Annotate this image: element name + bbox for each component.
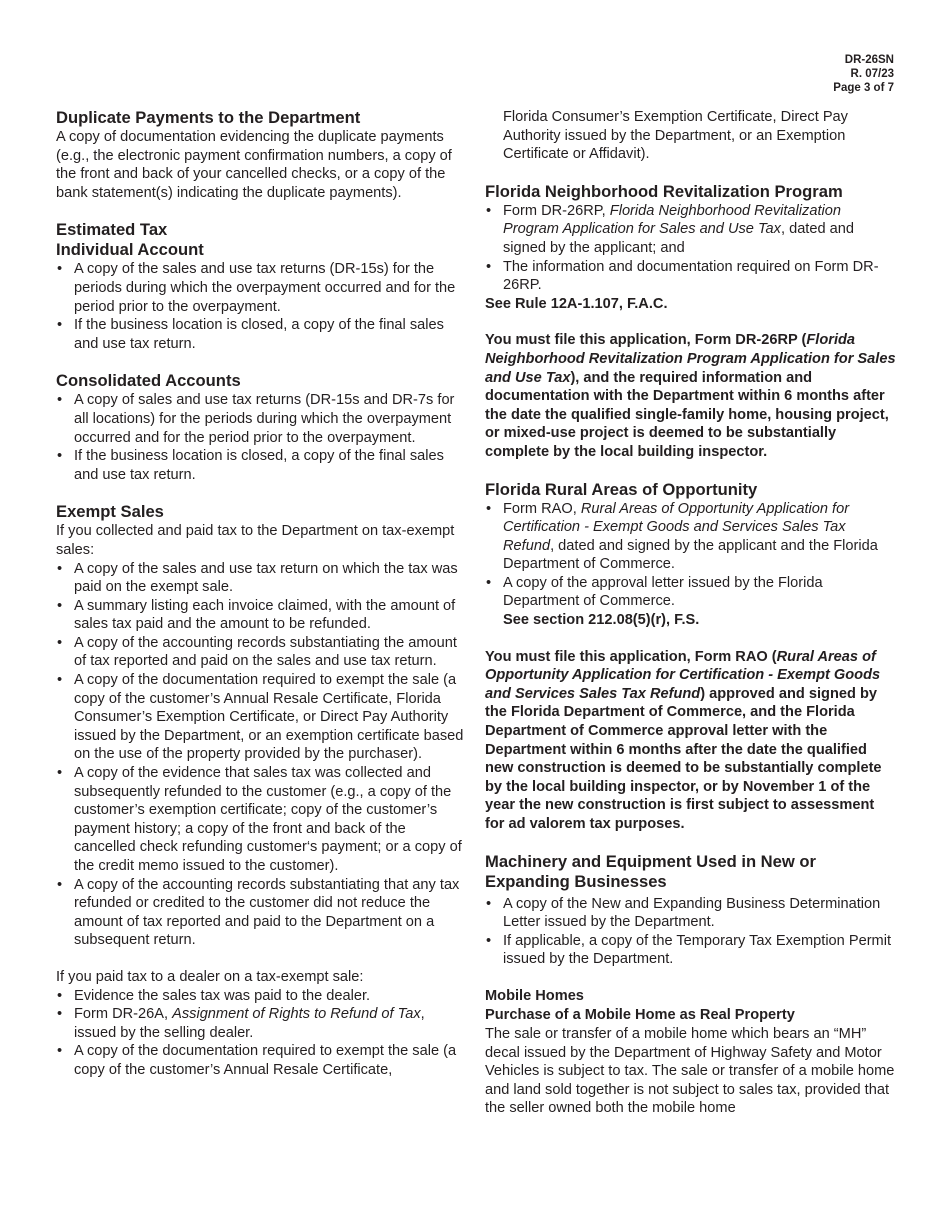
list-item: • A summary listing each invoice claimed, with the amount of sales tax paid and the amount to be refunded. (56, 597, 468, 634)
section-heading: Consolidated Accounts (56, 371, 241, 391)
bullet-list (485, 895, 897, 969)
left-column (56, 108, 468, 1080)
section-intro: If you paid tax to a dealer on a tax-exempt sale: (56, 968, 364, 985)
list-item: • A copy of the New and Expanding Business Determination Letter issued by the Department. (485, 895, 897, 932)
text-run: ) approved and signed by the Florida Department of Commerce, and the Florida Department of Commerce approval letter with the Department within 6 months after the date the qualified new construction is deemed to be substantially complete by the local building inspector, or by November 1 of the year the new construction is first subject to assessment for ad valorem tax purposes. (485, 685, 882, 832)
list-item: • If the business location is closed, a copy of the final sales and use tax return. (56, 316, 468, 353)
rule-reference: See Rule 12A-1.107, F.A.C. (485, 295, 668, 312)
section-heading: Mobile Homes (485, 987, 584, 1004)
section-intro: If you collected and paid tax to the Department on tax-exempt sales: (56, 523, 455, 558)
section-heading: Estimated Tax (56, 220, 168, 240)
neighborhood-revitalization-section (485, 182, 897, 462)
bullet-list (56, 987, 468, 1080)
rural-areas-section (485, 480, 897, 834)
list-item (485, 202, 897, 258)
form-number: DR-26SN (844, 54, 894, 66)
machinery-equipment-section (485, 852, 897, 969)
bullet-list (56, 391, 468, 484)
section-subheading: Purchase of a Mobile Home as Real Property (485, 1006, 795, 1023)
section-body: A copy of documentation evidencing the duplicate payments (e.g., the electronic payment confirmation numbers, a copy of the front and back of your cancelled checks, or a copy of the bank statement(s) indicating the duplicate payments). (56, 129, 452, 201)
list-item (485, 500, 897, 574)
exempt-sales-section (56, 502, 468, 1079)
section-heading: Machinery and Equipment Used in New or Expanding Businesses (485, 851, 817, 891)
text-run: Form DR-26A, (74, 1006, 173, 1023)
estimated-tax-section (56, 220, 468, 353)
filing-notice (485, 331, 897, 461)
filing-notice (485, 648, 897, 834)
list-item: • A copy of the sales and use tax returns (DR-15s) for the periods during which the overpayment occurred and for the period prior to the overpayment. (56, 260, 468, 316)
list-item: • A copy of the accounting records substantiating that any tax refunded or credited to the customer did not reduce the amount of tax reported and paid to the Department on a subsequent return. (56, 876, 468, 950)
text-run: , dated and signed by the applicant and the Florida Department of Commerce. (503, 537, 878, 573)
text-run: Form RAO, (503, 500, 581, 517)
section-heading: Florida Rural Areas of Opportunity (485, 479, 758, 499)
list-item: • A copy of sales and use tax returns (DR-15s and DR-7s for all locations) for the periods during which the overpayment occurred and for the period prior to the overpayment. (56, 391, 468, 447)
text-run: You must file this application, Form RAO ( (485, 648, 777, 665)
form-revision: R. 07/23 (850, 68, 894, 80)
consolidated-accounts-section (56, 371, 468, 484)
list-item: • A copy of the evidence that sales tax was collected and subsequently refunded to the customer (e.g., a copy of the customer’s exemption certificate; copy of the customer’s payment history; a copy of the front and back of the cancelled check refunding customer‘s payment; or a copy of the credit memo issued to the customer). (56, 764, 468, 876)
list-item (485, 574, 897, 630)
bullet-list (485, 500, 897, 630)
bullet-list (485, 202, 897, 295)
list-item: • A copy of the sales and use tax return on which the tax was paid on the exempt sale. (56, 560, 468, 597)
form-title: Florida Neighborhood Revitalization Program Application for Sales and Use Tax (485, 332, 896, 386)
bullet-list (56, 560, 468, 950)
duplicate-payments-section (56, 108, 468, 202)
text-run: A copy of the approval letter issued by the Florida Department of Commerce. (503, 574, 823, 610)
section-heading: Duplicate Payments to the Department (56, 108, 361, 127)
form-title: Assignment of Rights to Refund of Tax (172, 1006, 421, 1023)
bullet-list (56, 260, 468, 353)
form-title: Florida Neighborhood Revitalization Program Application for Sales and Use Tax (503, 202, 841, 238)
mobile-homes-section (485, 987, 897, 1118)
list-item: • If applicable, a copy of the Temporary Tax Exemption Permit issued by the Department. (485, 932, 897, 969)
text-run: , issued by the selling dealer. (74, 1006, 425, 1041)
section-subheading: Individual Account (56, 240, 204, 260)
list-item: • If the business location is closed, a copy of the final sales and use tax return. (56, 447, 468, 484)
text-run: , dated and signed by the applicant; and (503, 221, 855, 256)
text-run: Form DR-26RP, (503, 202, 610, 219)
list-item (56, 1005, 468, 1042)
right-column (485, 108, 897, 1118)
page-number: Page 3 of 7 (833, 82, 894, 94)
text-run: You must file this application, Form DR-26RP ( (485, 332, 807, 349)
list-item: • A copy of the accounting records substantiating the amount of tax reported and paid on the sales and use tax return. (56, 634, 468, 671)
list-item: • A copy of the documentation required to exempt the sale (a copy of the customer’s Annual Resale Certificate, (56, 1042, 468, 1079)
section-body: The sale or transfer of a mobile home which bears an “MH” decal issued by the Department of Highway Safety and Motor Vehicles is subject to tax. The sale or transfer of a mobile home and land sold together is not subject to sales tax, provided that the seller owned both the mobile home (485, 1025, 895, 1117)
statute-reference: See section 212.08(5)(r), F.S. (503, 612, 700, 629)
section-heading: Florida Neighborhood Revitalization Program (485, 181, 843, 201)
continued-text: Florida Consumer’s Exemption Certificate, Direct Pay Authority issued by the Department, or an Exemption Certificate or Affidavit). (503, 109, 848, 163)
form-header (833, 53, 894, 95)
form-title: Rural Areas of Opportunity Application for Certification - Exempt Goods and Services Sales Tax Refund (485, 648, 881, 702)
section-heading: Exempt Sales (56, 502, 164, 522)
list-item: • A copy of the documentation required to exempt the sale (a copy of the customer’s Annual Resale Certificate, Florida Consumer’s Exemption Certificate, or Direct Pay Authority issued by the Department, or an exemption certificate based on the use of the property provided by the purchaser). (56, 671, 468, 764)
text-run: ), and the required information and documentation with the Department within 6 months after the date the qualified single-family home, housing project, or mixed-use project is deemed to be substantially complete by the local building inspector. (485, 369, 889, 460)
form-title: Rural Areas of Opportunity Application for Certification - Exempt Goods and Services Sales Tax Refund (503, 500, 850, 554)
list-item: • The information and documentation required on Form DR-26RP. (485, 258, 897, 295)
list-item: • Evidence the sales tax was paid to the dealer. (56, 987, 468, 1006)
